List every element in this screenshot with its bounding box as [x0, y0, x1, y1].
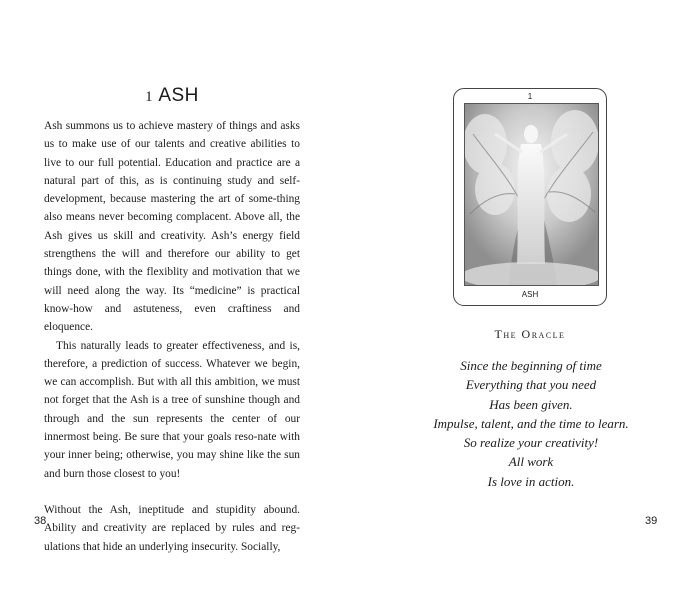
paragraph-1: Ash summons us to achieve mastery of things and asks us to make use of our talents and creative abilities to live to our full potential. Education and practice are a natural part of this, as is continuing study and self-development, because mastering the art of some-thing also means never becoming complacent. Above all, the Ash gives us skill and creativity. Ash’s energy field strengthens the will and therefore our ability to get things done, with the flexiblity and motivation that we will need along the way. Its “medicine” is practical know-how and astuteness, even craftiness and eloquence. — [44, 120, 300, 334]
paragraph-2: This naturally leads to greater effectiveness, and is, therefore, a prediction of success. Whatever we begin, we can accomplish. But with all this ambition, we must not forget that the Ash is a tree of sunshine though and through and the sun represents the center of our innermost being. Be sure that your goals reso-nate with your inner being; otherwise, you may shine like the sun and burn those closest to you! — [44, 339, 300, 480]
card-number: 1 — [527, 92, 533, 101]
poem-line: All work — [508, 454, 554, 470]
oracle-card — [453, 88, 607, 306]
page-number-right: 39 — [645, 515, 658, 527]
poem-line: Has been given. — [489, 396, 573, 412]
poem-line: Is love in action. — [487, 473, 575, 489]
poem-line: Since the beginning of time — [460, 358, 602, 373]
chapter-number: 1 — [145, 89, 154, 105]
poem-line: So realize your creativity! — [463, 435, 599, 451]
chapter-title — [44, 85, 300, 107]
paragraph-3: Without the Ash, ineptitude and stupidity abound. Ability and creativity are replaced by rules and reg-ulations that hide an underlying insecurity. Socially, — [44, 503, 300, 553]
ash-tree-figure-illustration — [465, 104, 598, 285]
poem-line: Impulse, talent, and the time to learn. — [433, 415, 629, 431]
chapter-name: ASH — [158, 85, 199, 106]
card-name: ASH — [521, 290, 539, 299]
page-number-left: 38 — [34, 515, 47, 527]
poem-line: Everything that you need — [465, 377, 597, 393]
oracle-poem — [405, 356, 657, 491]
oracle-heading: The Oracle — [494, 327, 566, 341]
card-illustration — [464, 103, 599, 286]
left-page — [44, 85, 300, 556]
